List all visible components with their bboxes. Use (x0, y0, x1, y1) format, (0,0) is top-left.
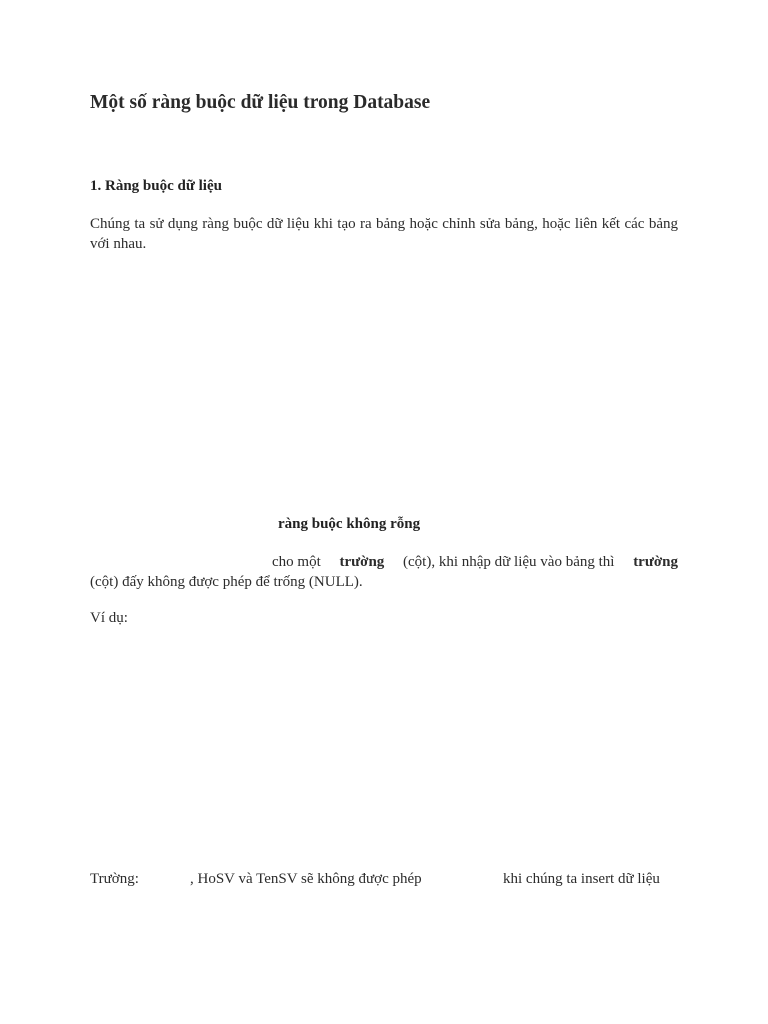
text-fragment: , HoSV và TenSV sẽ không được phép (190, 871, 422, 887)
section-paragraph: Chúng ta sử dụng ràng buộc dữ liệu khi tạo ra bảng hoặc chỉnh sửa bảng, hoặc liên kết các bảng với nhau. (90, 216, 678, 252)
text-fragment: cho một (272, 554, 321, 570)
example-label: Ví dụ: (90, 610, 128, 626)
bold-term: trường (339, 554, 385, 570)
paragraph-line-1 (90, 552, 678, 572)
document-title: Một số ràng buộc dữ liệu trong Database (90, 92, 431, 113)
text-fragment: (cột), khi nhập dữ liệu vào bảng thì (403, 554, 615, 570)
subsection-paragraph (90, 552, 678, 592)
text-fragment: Trường: (90, 871, 139, 887)
section-heading: 1. Ràng buộc dữ liệu (90, 178, 222, 194)
bold-term: trường (633, 554, 678, 570)
text-fragment: khi chúng ta insert dữ liệu (503, 871, 660, 887)
subsection-heading: ràng buộc không rỗng (278, 516, 421, 532)
paragraph-line-2: (cột) đấy không được phép để trống (NULL). (90, 574, 363, 590)
